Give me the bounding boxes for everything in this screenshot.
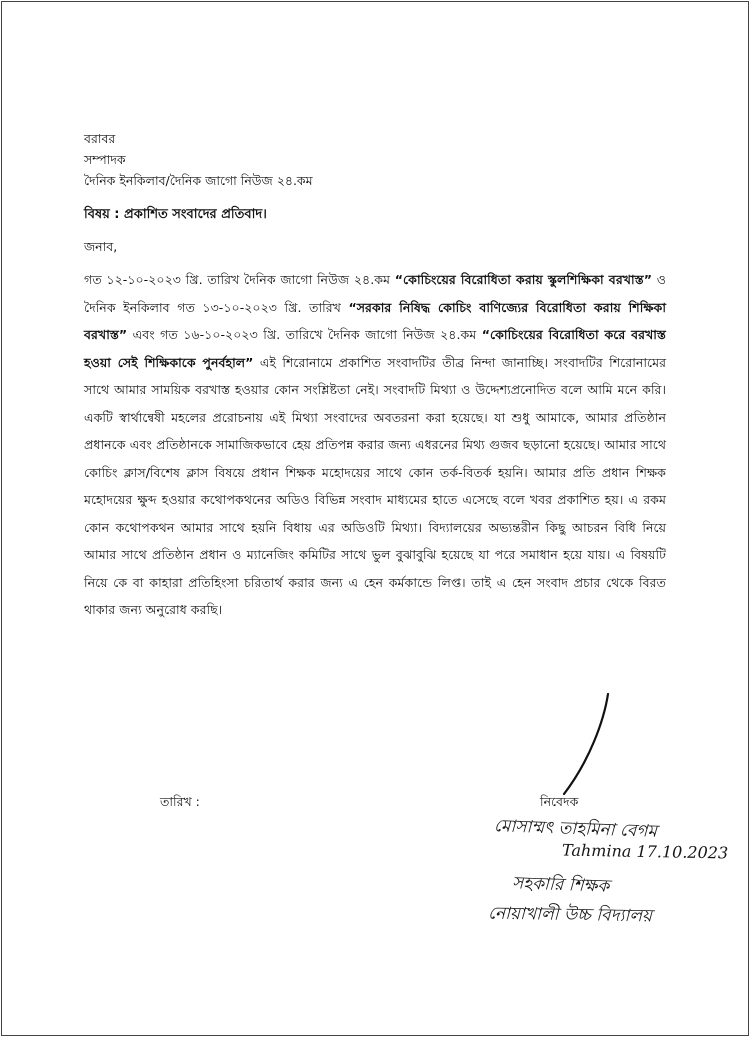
letter-body — [84, 266, 666, 624]
date-label: তারিখ : — [160, 794, 200, 809]
body-main-text: এই শিরোনামে প্রকাশিত সংবাদটির তীব্র নিন্দা জানাচ্ছি। সংবাদটির শিরোনামের সাথে আমার সাময়িক বরখাস্ত হওয়ার কোন সংশ্লিষ্টতা নেই। সংবাদটি মিথ্যা ও উদ্দেশ্যপ্রনোদিত বলে আমি মনে করি। একটি স্বার্থান্বেষী মহলের প্ররোচনায় এই মিথ্যা সংবাদের অবতরনা করা হয়েছে। যা শুধু আমাকে, আমার প্রতিষ্ঠান প্রধানকে এবং প্রতিষ্ঠানকে সামাজিকভাবে হেয় প্রতিপন্ন করার জন্য এধরনের মিথ্য গুজব ছড়ানো হয়েছে। আমার সাথে কোচিং ক্লাস/বিশেষ ক্লাস বিষয়ে প্রধান শিক্ষক মহোদয়ের সাথে কোন তর্ক-বিতর্ক হয়নি। আমার প্রতি প্রধান শিক্ষক মহোদয়ের ক্ষুব্দ হওয়ার কথোপকথনের অডিও বিভিন্ন সংবাদ মাধ্যমের হাতে এসেছে বলে খবর প্রকাশিত হয়। এ রকম কোন কথোপকথন আমার সাথে হয়নি বিধায় এর অডিওটি মিথ্যা। বিদ্যালয়ের অভ্যন্তরীন কিছু আচরন বিধি নিয়ে আমার সাথে প্রতিষ্ঠান প্রধান ও ম্যানেজিং কমিটির সাথে ভুল বুঝাবুঝি হয়েছে যা পরে সমাধান হয়ে যায়। এ বিষয়টি নিয়ে কে বা কাহারা প্রতিহিংসা চরিতার্থ করার জন্য এ হেন কর্মকান্ডে লিপ্ত। তাই এ হেন সংবাদ প্রচার থেকে বিরত থাকার জন্য অনুরোধ করছি। — [84, 354, 666, 617]
body-connector-1: ও দৈনিক ইনকিলাব গত ১৩-১০-২০২৩ খ্রি. তারিখ — [84, 272, 666, 315]
quoted-headline-3: “কোচিংয়ের বিরোধিতা করে বরখাস্ত হওয়া সেই শিক্ষিকাকে পুনর্বহাল” — [84, 327, 666, 370]
letter-subject: বিষয় : প্রকাশিত সংবাদের প্রতিবাদ। — [84, 207, 267, 222]
signature-institution: নোয়াখালী উচ্চ বিদ্যালয় — [487, 903, 653, 927]
recipient-address — [84, 128, 313, 191]
body-connector-2: এবং গত ১৬-১০-২০২৩ খ্রি. তারিখে দৈনিক জাগো নিউজ ২৪.কম — [127, 327, 482, 342]
quoted-headline-1: “কোচিংয়ের বিরোধিতা করায় স্কুলশিক্ষিকা বরখাস্ত” — [394, 272, 652, 287]
sender-label: নিবেদক — [540, 794, 579, 809]
quoted-headline-2: “সরকার নিষিদ্ধ কোচিং বাণিজ্যের বিরোধিতা করায় শিক্ষিকা বরখাস্ত” — [84, 299, 666, 342]
letter-greeting: জনাব, — [84, 239, 118, 254]
recipient-publication: দৈনিক ইনকিলাব/দৈনিক জাগো নিউজ ২৪.কম — [84, 173, 313, 188]
signature-designation: সহকারি শিক্ষক — [511, 873, 610, 897]
body-intro: গত ১২-১০-২০২৩ খ্রি. তারিখ দৈনিক জাগো নিউজ ২৪.কম — [84, 272, 395, 287]
signature-stroke — [560, 690, 620, 800]
recipient-salutation: বরাবর — [84, 131, 116, 146]
recipient-designation: সম্পাদক — [84, 152, 126, 167]
signature-initial-date: Tahmina 17.10.2023 — [561, 840, 729, 863]
signature-name: মোসাম্মৎ তাহমিনা বেগম — [493, 816, 658, 842]
